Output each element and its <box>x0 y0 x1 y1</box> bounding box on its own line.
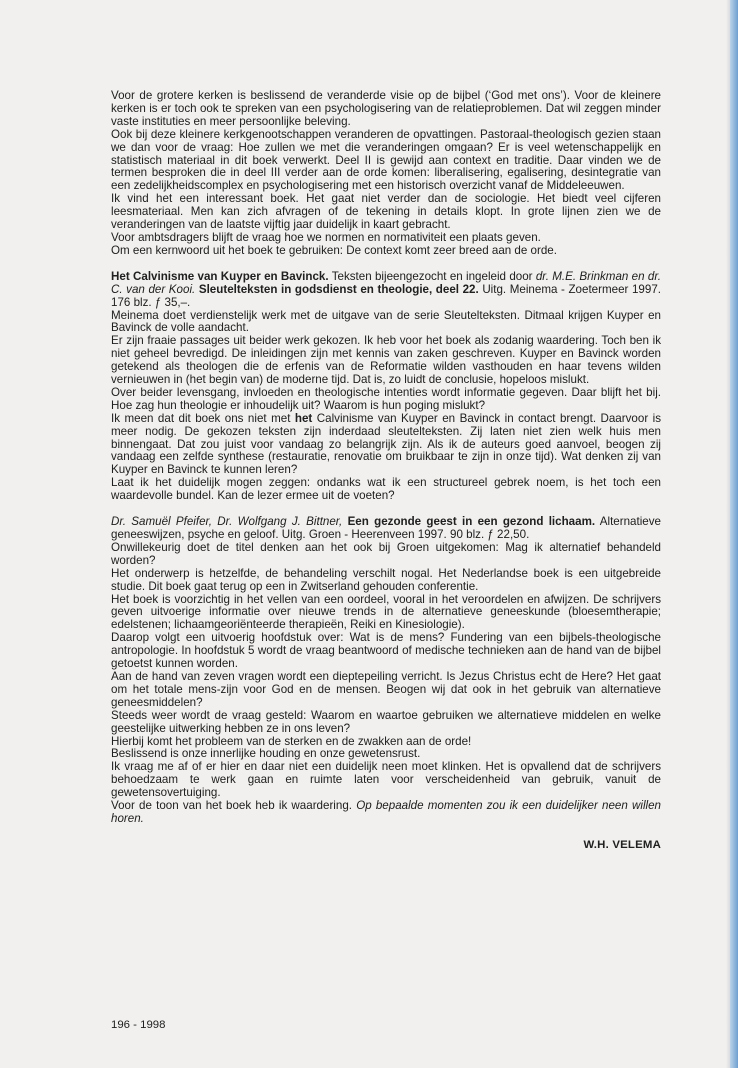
paragraph: Ik vraag me af of er hier en daar niet een duidelijk neen moet klinken. Het is opvallend dat de schrijvers behoedzaam te werk gaan en ruimte laten voor verscheidenheid van gebruik, vanuit de gewetensovertuiging. <box>111 760 661 800</box>
page-edge-stripe <box>730 0 738 1068</box>
paragraph: Over beider levensgang, invloeden en theologische intenties wordt informatie gegeven. Daar blijft het bij. Hoe zag hun theologie er inhoudelijk uit? Waarom is hun poging mislukt? <box>111 385 661 412</box>
paragraph: Hierbij komt het probleem van de sterken en de zwakken aan de orde! <box>111 734 472 748</box>
book-authors: Dr. Samuël Pfeifer, Dr. Wolfgang J. Bittner, <box>111 515 343 529</box>
paragraph: Voor de toon van het boek heb ik waardering. Op bepaalde momenten zou ik een duidelijker neen willen horen. <box>111 799 661 825</box>
book-title: Het Calvinisme van Kuyper en Bavinck. <box>111 269 329 283</box>
book-editors: dr. M.E. Brinkman en dr. C. van der Kooi. <box>111 269 661 296</box>
paragraph: Voor ambtsdragers blijft de vraag hoe we normen en normativiteit een plaats geven. <box>111 230 541 244</box>
paragraph: Voor de grotere kerken is beslissend de veranderde visie op de bijbel (‘God met ons’). Voor de kleinere kerken is er toch ook te spreken van een psychologisering van de relatieproblemen. Dat wil zeggen minder vaste instituties en meer persoonlijke beleving. <box>111 89 661 128</box>
paragraph: Er zijn fraaie passages uit beider werk gekozen. Ik heb voor het boek als zodanig waardering. Toch ben ik niet geheel bevredigd. De inleidingen zijn met kennis van zaken geschreven. Kuyper en Bavinck worden getekend als theologen die de erfenis van de Reformatie wilden vasthouden en haar tevens wilden vernieuwen in (het begin van) de moderne tijd. Dat is, zo luidt de conclusie, hopeloos mislukt. <box>111 334 661 387</box>
article-body <box>111 90 661 852</box>
book-series: Sleutelteksten in godsdienst en theologie, deel 22. <box>198 282 479 296</box>
paragraph: Laat ik het duidelijk mogen zeggen: ondanks wat ik een structureel gebrek noem, is het toch een waardevolle bundel. Kan de lezer ermee uit de voeten? <box>111 476 661 503</box>
paragraph: Steeds weer wordt de vraag gesteld: Waarom en waartoe gebruiken we alternatieve middelen en welke geestelijke uitwerking hebben ze in ons leven? <box>111 708 661 735</box>
book-publication: Uitg. Meinema - Zoetermeer 1997. 176 blz. ƒ 35,–. <box>111 282 661 309</box>
paragraph: Meinema doet verdienstelijk werk met de uitgave van de serie Sleutelteksten. Ditmaal krijgen Kuyper en Bavinck de volle aandacht. <box>111 308 661 335</box>
emphasis: Op bepaalde momenten zou ik een duidelijker neen willen horen. <box>111 799 661 825</box>
paragraph: Ik vind het een interessant boek. Het gaat niet verder dan de sociologie. Het biedt veel cijferen leesmateriaal. Men kan zich afvragen of de tekening in details klopt. In grote lijnen zien we de veranderingen van de laatste vijftig jaar duidelijk in kaart gebracht. <box>111 192 661 232</box>
book-title: Een gezonde geest in een gezond lichaam. <box>347 515 596 529</box>
paragraph: Beslissend is onze innerlijke houding en onze gewetensrust. <box>111 747 421 761</box>
paragraph: Om een kernwoord uit het boek te gebruiken: De context komt zeer breed aan de orde. <box>111 243 557 257</box>
review-heading <box>111 271 661 310</box>
paragraph: Ook bij deze kleinere kerkgenootschappen veranderen de opvattingen. Pastoraal-theologisch gezien staan we dan voor de vraag: Hoe zullen we met die veranderingen omgaan? Er is veel wetenschappelijk en statistisch materiaal in dit boek verwerkt. Deel II is gewijd aan context en traditie. Daar vinden we de termen besproken die in deel III verder aan de orde komen: liberalisering, egalisering, desintegratie van een zedelijkheidscomplex en psychologisering met een historisch overzicht vanaf de Middeleeuwen. <box>111 127 661 193</box>
book-intro: Teksten bijeengezocht en ingeleid door <box>331 269 533 283</box>
emphasis: het <box>294 411 313 425</box>
paragraph: Aan de hand van zeven vragen wordt een dieptepeiling verricht. Is Jezus Christus echt de Here? Het gaat om het totale mens-zijn voor God en de mensen. Beogen wij dat ook in het gebruik van alternatieve geneesmiddelen? <box>111 669 661 709</box>
author-signature: W.H. VELEMA <box>583 838 661 851</box>
paragraph: Het onderwerp is hetzelfde, de behandeling verschilt nogal. Het Nederlandse boek is een uitgebreide studie. Dit boek gaat terug op een in Zwitserland gehouden conferentie. <box>111 566 661 593</box>
book-publication: Alternatieve geneeswijzen, psyche en geloof. Uitg. Groen - Heerenveen 1997. 90 blz. ƒ 22,50. <box>111 515 661 541</box>
review-heading <box>111 516 661 542</box>
paragraph: Daarop volgt een uitvoerig hoofdstuk over: Wat is de mens? Fundering van een bijbels-theologische antropologie. In hoofdstuk 5 wordt de vraag beantwoord of medische technieken aan de hand van de bijbel getoetst kunnen worden. <box>111 631 661 671</box>
paragraph: Onwillekeurig doet de titel denken aan het ook bij Groen uitgekomen: Mag ik alternatief behandeld worden? <box>111 540 661 567</box>
paragraph: Het boek is voorzichtig in het vellen van een oordeel, vooral in het veroordelen en afwijzen. De schrijvers geven uitvoerige informatie over nieuwe trends in de alternatieve geneeskunde (bloesemtherapie; edelstenen; lichaamgeoriënteerde therapieën, Reiki en Kinesiologie). <box>111 592 661 632</box>
paragraph: Ik meen dat dit boek ons niet met het Calvinisme van Kuyper en Bavinck in contact brengt. Daarvoor is meer nodig. De gekozen teksten zijn inderdaad sleutelteksten. Zij laten niet zien welk huis men binnengaat. Dat zou juist voor vandaag zo belangrijk zijn. Als ik de auteurs goed aanvoel, beogen zij vandaag een zelfde synthese (restauratie, renovatie om bruikbaar te zijn in onze tijd). Wat denken zij van Kuyper en Bavinck te kunnen leren? <box>111 411 661 477</box>
page-number: 196 - 1998 <box>111 1019 166 1031</box>
